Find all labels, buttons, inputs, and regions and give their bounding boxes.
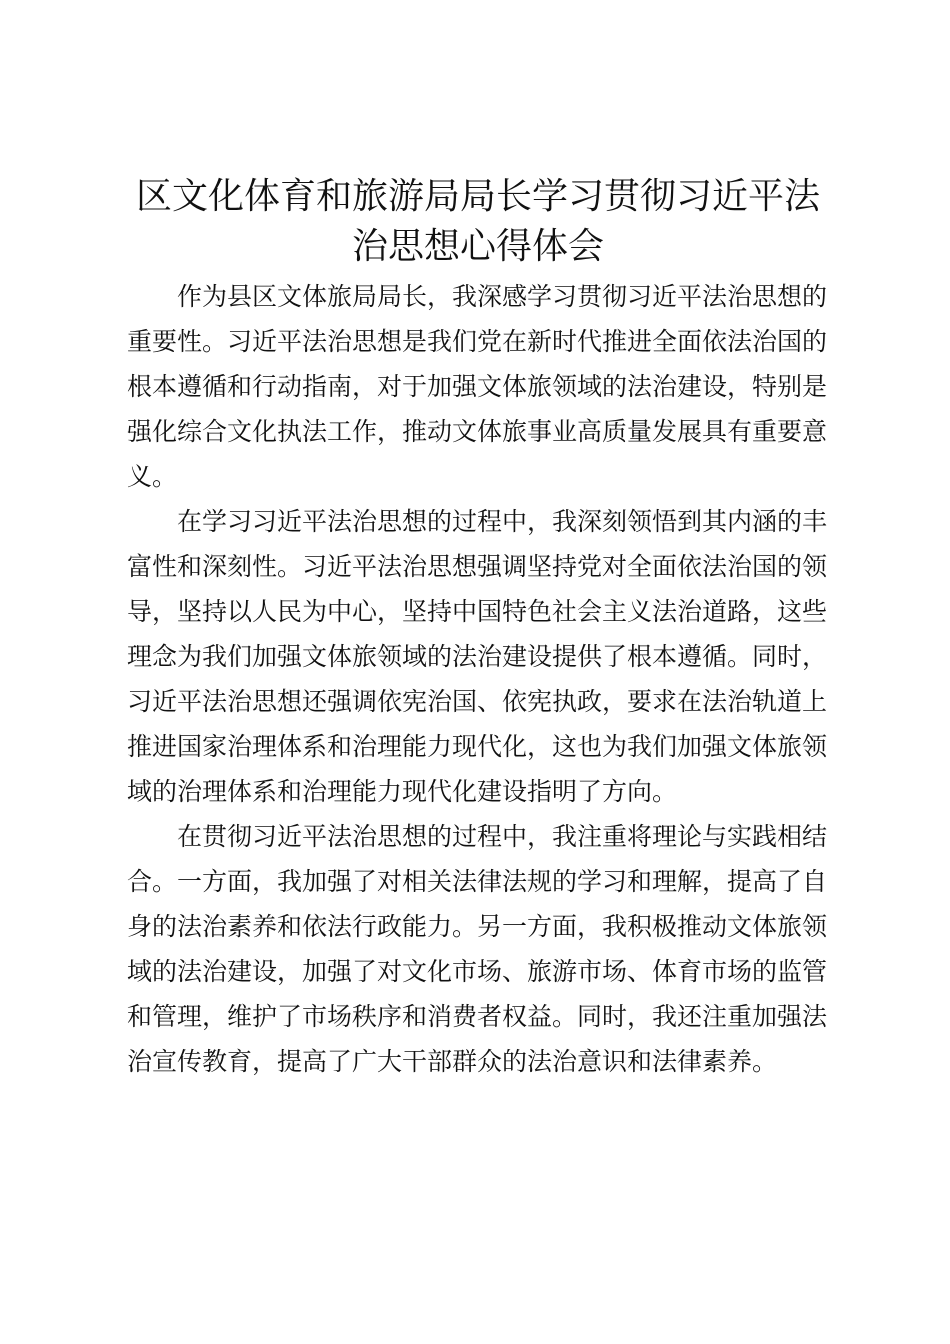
paragraph-3: 在贯彻习近平法治思想的过程中，我注重将理论与实践相结合。一方面，我加强了对相关法律法规的学习和理解，提高了自身的法治素养和依法行政能力。另一方面，我积极推动文体旅领域的法治建设，加强了对文化市场、旅游市场、体育市场的监管和管理，维护了市场秩序和消费者权益。同时，我还注重加强法治宣传教育，提高了广大干部群众的法治意识和法律素养。 bbox=[127, 822, 828, 1076]
paragraph-2: 在学习习近平法治思想的过程中，我深刻领悟到其内涵的丰富性和深刻性。习近平法治思想强调坚持党对全面依法治国的领导，坚持以人民为中心，坚持中国特色社会主义法治道路，这些理念为我们加强文体旅领域的法治建设提供了根本遵循。同时，习近平法治思想还强调依宪治国、依宪执政，要求在法治轨道上推进国家治理体系和治理能力现代化，这也为我们加强文体旅领域的治理体系和治理能力现代化建设指明了方向。 bbox=[127, 507, 828, 806]
paragraph-1: 作为县区文体旅局局长，我深感学习贯彻习近平法治思想的重要性。习近平法治思想是我们党在新时代推进全面依法治国的根本遵循和行动指南，对于加强文体旅领域的法治建设，特别是强化综合文化执法工作，推动文体旅事业高质量发展具有重要意义。 bbox=[127, 282, 828, 491]
document-title: 区文化体育和旅游局局长学习贯彻习近平法治思想心得体会 bbox=[135, 176, 820, 267]
document-body bbox=[127, 274, 827, 1084]
